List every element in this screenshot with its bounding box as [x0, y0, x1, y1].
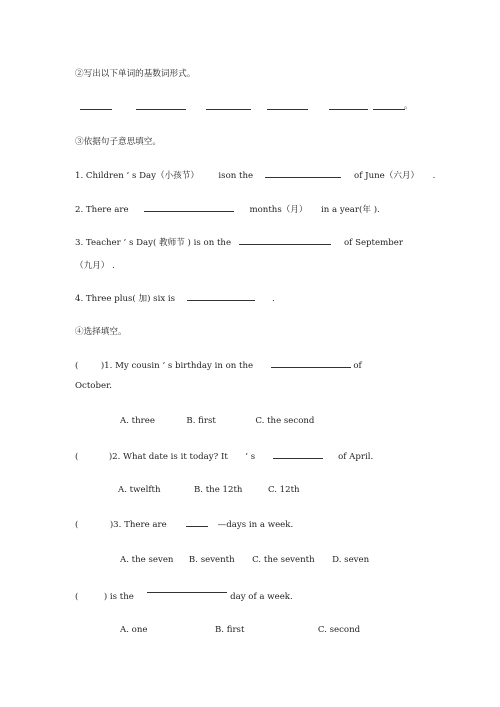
s4-q1-continuation: October.	[75, 381, 112, 391]
s3-q2-text-start: 2. There are	[75, 205, 129, 215]
s3-q1-blank[interactable]	[265, 169, 341, 178]
s4-q2-open-paren: (	[75, 452, 79, 462]
answer-blank-6[interactable]	[373, 101, 405, 110]
s4-q4-tail: day of a week.	[230, 592, 293, 602]
s4-q2-option-c[interactable]: C. 12th	[267, 485, 300, 495]
s3-q3-text-start: 3. Teacher ’ s Day( 教师节 ) is on the	[75, 238, 232, 248]
answer-blank-5[interactable]	[329, 101, 368, 110]
s4-q2-blank[interactable]	[273, 450, 323, 459]
s3-q4-blank[interactable]	[187, 292, 255, 301]
s4-q3-option-c[interactable]: C. the seventh	[252, 555, 315, 565]
s3-q4-text-start: 4. Three plus( 加) six is	[75, 294, 176, 304]
s4-q2-text: )2. What date is it today? It	[108, 452, 228, 462]
s4-q2-apostrophe-s: ’ s	[245, 452, 256, 462]
s4-question-3	[75, 520, 293, 530]
s4-q4-open-paren: (	[75, 592, 79, 602]
s4-question-4	[75, 590, 293, 602]
s3-q3-blank[interactable]	[239, 236, 331, 245]
s4-q4-option-c[interactable]: C. second	[317, 625, 361, 635]
s4-q3-option-a[interactable]: A. the seven	[120, 555, 174, 565]
s3-q3-text-end: of September	[343, 238, 403, 248]
s4-q2-tail: of April.	[338, 452, 374, 462]
s3-question-2	[75, 203, 380, 215]
s3-q1-text-start: 1. Children ’ s Day（小孩节）	[75, 171, 199, 181]
answer-blank-2[interactable]	[136, 101, 186, 110]
s3-q2-text-end: in a year(年 ).	[320, 205, 380, 215]
answer-blank-3[interactable]	[206, 101, 251, 110]
blank-end-mark: 。	[404, 101, 413, 111]
s4-q1-options	[120, 416, 314, 426]
s4-q1-open-paren: (	[75, 361, 79, 371]
s4-q3-text: )3. There are	[109, 520, 167, 530]
s3-q2-text-mid: months（月）	[249, 205, 308, 215]
s3-q1-text-mid: ison the	[218, 171, 254, 181]
s4-q1-option-c[interactable]: C. the second	[255, 416, 315, 426]
s3-q3-continuation: （九月） .	[75, 261, 115, 271]
s4-q4-text: ) is the	[103, 592, 134, 602]
s4-q4-option-a[interactable]: A. one	[120, 625, 148, 635]
s4-q1-text: )1. My cousin ’ s birthday in on the	[100, 361, 254, 371]
s3-q2-blank[interactable]	[144, 203, 234, 212]
s3-question-3	[75, 236, 403, 248]
s4-q4-option-b[interactable]: B. first	[214, 625, 245, 635]
answer-blank-4[interactable]	[267, 101, 308, 110]
s4-q3-tail: —days in a week.	[217, 520, 294, 530]
s4-q3-option-b[interactable]: B. seventh	[188, 555, 235, 565]
s4-question-2	[75, 450, 373, 462]
s3-question-4	[75, 292, 275, 304]
s4-q3-blank[interactable]	[186, 522, 208, 527]
s4-q1-tail: of	[353, 361, 362, 371]
section-3-heading: ③依据句子意思填空。	[75, 137, 161, 147]
section-2-heading: ②写出以下单词的基数词形式。	[75, 69, 196, 79]
s4-q1-option-a[interactable]: A. three	[120, 416, 155, 426]
s4-q1-blank[interactable]	[271, 359, 351, 368]
s4-q3-options	[120, 555, 369, 565]
section-4-heading: ④选择填空。	[75, 327, 127, 337]
s4-question-1	[75, 359, 362, 371]
s4-q4-options	[120, 625, 360, 635]
s4-q4-blank[interactable]	[147, 584, 227, 593]
s3-q1-period: .	[432, 171, 436, 181]
s4-q2-option-b[interactable]: B. the 12th	[193, 485, 243, 495]
s3-question-1	[75, 169, 435, 181]
s3-q4-period: .	[272, 294, 275, 304]
s4-q2-option-a[interactable]: A. twelfth	[118, 485, 161, 495]
s3-q1-text-end: of June（六月）	[354, 171, 420, 181]
s4-q2-options	[118, 485, 300, 495]
s4-q3-option-d[interactable]: D. seven	[332, 555, 370, 565]
s4-q1-option-b[interactable]: B. first	[186, 416, 216, 426]
answer-blank-1[interactable]	[80, 101, 112, 110]
s4-q3-open-paren: (	[75, 520, 79, 530]
